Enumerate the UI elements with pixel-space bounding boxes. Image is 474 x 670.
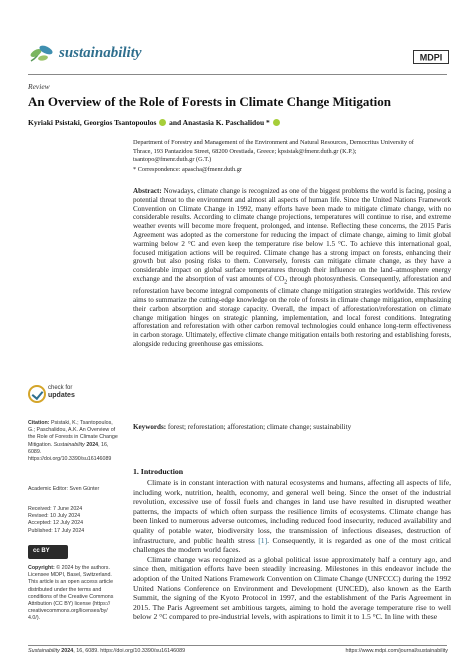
affiliation-line: tsantopo@fmenr.duth.gr (G.T.) (133, 156, 212, 164)
header-divider (28, 74, 447, 75)
co2-subscript: 2 (284, 279, 288, 286)
citation-label: Citation: (28, 420, 50, 426)
abstract-text: Nowadays, climate change is recognized as one of the biggest problems the world is facing, posing a potential threat to the environment and almost all aspects of human life. Since the United Nations Framework Convention on Climate Change in 1992, many efforts have been made to mitigate climate change, with no considerable results. According to climate change projections, temperatures will continue to rise, and extreme weather events will become more frequent, prolonged, and intense. Reflecting these concerns, the 2015 Paris Agreement was adopted as the cornerstone for reducing the impact of climate change, aiming to limit global warming below 2 °C and even keep the temperature rise below 1.5 °C. To achieve this international goal, focused mitigation actions will be required. Climate change has a strong impact on forests, enhancing their growth but also posing risks to them. Conversely, forests can mitigate climate change, as they have a considerable impact on global surface temperatures through their influence on the land–atmosphere energy exchange and the absorption of vast amounts of CO (133, 187, 451, 283)
copyright-label: Copyright: (28, 565, 55, 571)
authors-last: and Anastasia K. Paschalidou * (169, 118, 270, 127)
intro-p1-text-end: . Consequently, it is regarded as one of the most critical challenges the modern world faces. (133, 535, 451, 555)
keywords-label: Keywords: (133, 423, 167, 431)
citation-text: Psistaki, K.; Tsantopoulos, G.; Paschalidou, A.K. An Overview of the Role of Forests in Climate Change Mitigation. (28, 420, 118, 448)
date-accepted: Accepted: 12 July 2024 (28, 520, 84, 527)
authors-first: Kyriaki Psistaki, Georgios Tsantopoulos (28, 118, 157, 127)
copyright-notice (28, 565, 120, 623)
cc-license-label: cc BY (33, 548, 50, 554)
orcid-icon[interactable] (273, 119, 280, 126)
cc-by-license-icon[interactable] (28, 545, 68, 559)
date-revised: Revised: 10 July 2024 (28, 513, 81, 520)
footer-journal: Sustainability (28, 648, 60, 654)
leaf-sprout-icon (28, 43, 54, 65)
affiliation-line: Thrace, 193 Pantazidou Street, 68200 Orestiada, Greece; kpsistak@fmenr.duth.gr (K.P.); (133, 147, 357, 155)
keywords-text: forest; reforestation; afforestation; climate change; sustainability (166, 423, 352, 431)
intro-paragraph: Climate change was recognized as a global political issue approximately half a century ago, and since then, mitigation efforts have been steadily increasing. Milestones in this endeavor include the adoption of the United Nations Framework Convention on Climate Change (UNFCCC) during the 1992 United Nations Conference on Environment and Development (UNCED), also known as the Earth Summit, the signing of the Kyoto Protocol in 1997, and the establishment of the Paris Agreement in 2015. The Paris Agreement set ambitious targets, aiming to hold the average temperature rise to well below 2 °C compared to pre-industrial levels, with aspirations to limit it to 1.5 °C. In line with these (133, 554, 451, 622)
affiliation (133, 139, 451, 165)
footer-year: 2024 (59, 648, 74, 654)
abstract (133, 187, 451, 349)
abstract-text-continued: through photosynthesis. Consequently, afforestation and reforestation have become integral components of climate change mitigation strategies worldwide. This review aims to summarize the cutting-edge knowledge on the role of forests in climate change mitigation, emphasizing their carbon absorption and storage capacity. Overall, the impact of afforestation/reforestation on climate change mitigation hinges on strategic planning, implementation, and local forest conditions. Integrating afforestation and reforestation with other carbon removal technologies could enhance long-term effectiveness in carbon storage. Ultimately, effective climate change mitigation entails both restoring and establishing forests, alongside reducing greenhouse gas emissions. (133, 274, 451, 348)
check-updates-line1: check for (48, 385, 73, 391)
footer-doi[interactable]: , 16, 6089. https://doi.org/10.3390/su16146089 (73, 648, 186, 654)
check-updates-line2: updates (48, 392, 75, 399)
date-received: Received: 7 June 2024 (28, 506, 83, 512)
footer-divider (28, 645, 447, 646)
keywords (133, 423, 451, 432)
citation-block (28, 420, 120, 463)
mdpi-logo (413, 50, 449, 64)
article-type: Review (28, 82, 50, 91)
article-title: An Overview of the Role of Forests in Climate Change Mitigation (28, 94, 391, 109)
academic-editor: Academic Editor: Sven Günter (28, 486, 100, 492)
check-for-updates-button[interactable] (48, 385, 75, 399)
reference-link[interactable]: [1] (258, 535, 268, 545)
citation-year: 2024 (84, 441, 99, 448)
date-published: Published: 17 July 2024 (28, 527, 85, 534)
copyright-text: © 2024 by the authors. Licensee MDPI, Basel, Switzerland. This article is an open access article distributed under the terms and conditions of the Creative Commons Attribution (CC BY) license (https:// creativecommons.org/licenses/by/ 4.0/). (28, 565, 114, 622)
intro-paragraph (133, 478, 451, 555)
author-list (28, 118, 448, 128)
intro-p1-text: Climate is in constant interaction with natural ecosystems and humans, affecting all aspects of life, including work, nutrition, health, economy, and general well being. Since the onset of the industrial revolution, excessive use of fossil fuels and changes in land use have resulted in disrupted weather patterns, the impacts of which often surpass the resilience limits of ecosystems. Climate change has been linked to numerous adverse outcomes, including reduced food insecurity, reduced availability and quality of potable water, biodiversity loss, the transmission of infectious diseases, destruction of infrastructure, and public health stress (133, 478, 451, 545)
journal-name: sustainability (59, 45, 142, 61)
section-heading-introduction: 1. Introduction (133, 467, 184, 476)
publication-dates (28, 506, 120, 535)
check-for-updates-icon[interactable] (28, 385, 46, 403)
introduction-body (133, 478, 451, 622)
orcid-icon[interactable] (159, 119, 166, 126)
footer-citation (28, 648, 185, 654)
abstract-label: Abstract: (133, 187, 162, 195)
affiliation-line: Department of Forestry and Management of the Environment and Natural Resources, Democritus University of (133, 139, 414, 146)
footer-journal-url[interactable]: https://www.mdpi.com/journal/sustainability (345, 648, 448, 654)
citation-doi[interactable]: , 16, 6089. https://doi.org/10.3390/su16146089 (28, 441, 112, 463)
citation-journal: Sustainability (53, 441, 85, 448)
mdpi-logo-text: MDPI (419, 52, 443, 63)
correspondence: * Correspondence: apascha@fmenr.duth.gr (133, 166, 242, 173)
